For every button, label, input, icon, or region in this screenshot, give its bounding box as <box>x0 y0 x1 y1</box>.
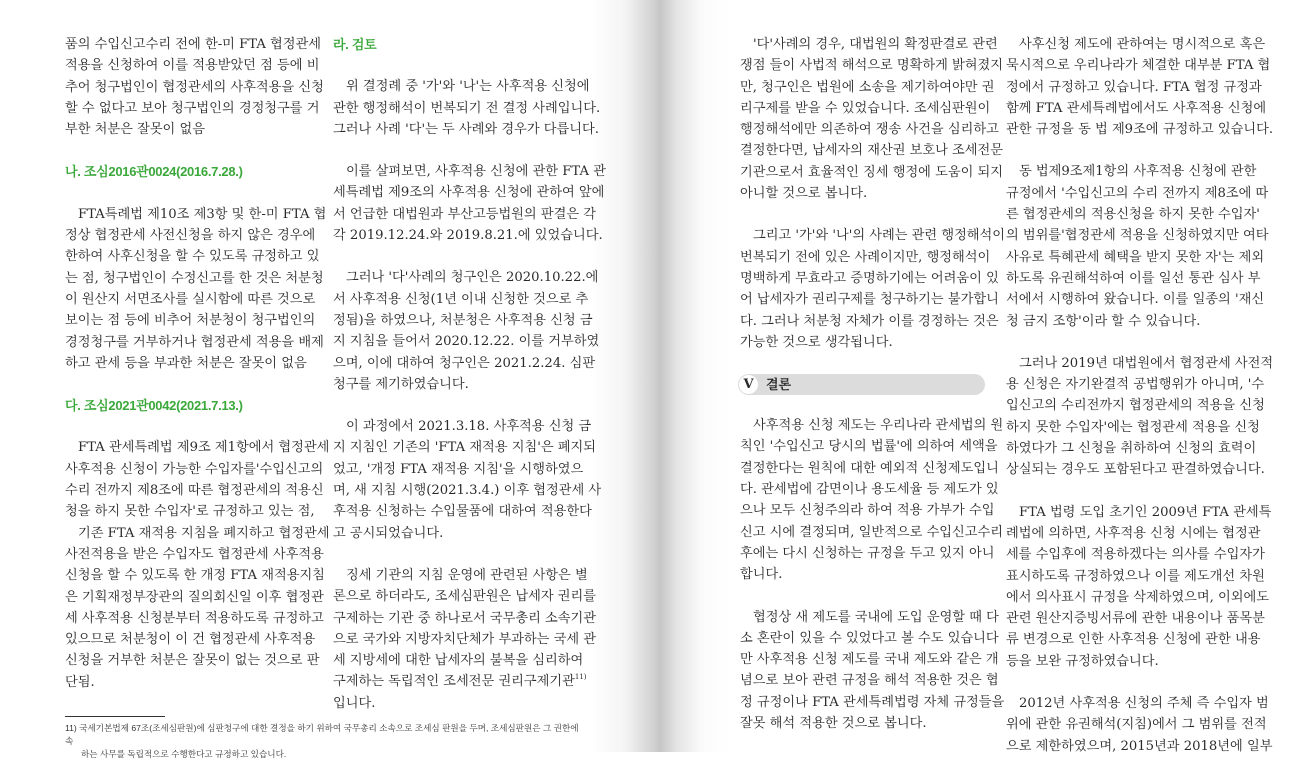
text-line-content: 결정한다는 원칙에 대한 예외적 신청제도입니 <box>740 460 999 476</box>
text-line <box>1006 225 1269 246</box>
text-line <box>333 416 592 437</box>
text-line-content: 수리 전까지 제8조에 따른 협정관세의 적용신 <box>65 483 324 499</box>
text-line-content: 추어 청구법인이 협정관세의 사후적용을 신청 <box>65 79 324 95</box>
text-line <box>65 501 315 522</box>
text-line-content: 하지 못한 수입자'에는 협정관세 적용을 신청 <box>1006 419 1260 435</box>
text-line <box>65 289 316 310</box>
text-line <box>333 650 584 671</box>
text-line <box>333 331 600 352</box>
text-line-content: 세특례법 제9조의 사후적용 신청에 관하여 앞에 <box>333 185 605 201</box>
subsection-heading: 나. 조심2016관0024(2016.7.28.) <box>65 164 243 180</box>
text-line-content: 규정에서 '수입신고의 수리 전까지 제8조에 따 <box>1006 185 1269 201</box>
text-line <box>65 672 310 693</box>
text-line <box>65 650 320 671</box>
text-line-content: 하고 관세 등을 부과한 처분은 잘못이 없음 <box>65 355 307 371</box>
text-line-content: 가능한 것으로 생각됩니다. <box>740 334 893 350</box>
text-line-content: 론으로 하더라도, 조세심판원은 납세자 권리를 <box>333 589 597 605</box>
text-line <box>740 55 1004 76</box>
text-line <box>1006 651 1251 672</box>
text-line <box>740 34 998 55</box>
section-number-badge: V <box>739 375 758 394</box>
page-gutter-shadow <box>590 0 730 752</box>
text-line <box>65 77 324 98</box>
subsection-heading: 다. 조심2021관0042(2021.7.13.) <box>65 398 243 414</box>
text-line <box>1006 438 1257 459</box>
text-line <box>333 182 605 203</box>
text-line <box>740 311 999 332</box>
text-line-content: 적용을 신청하여 이를 적용받았던 점 등에 비 <box>65 58 320 74</box>
paragraph <box>1006 353 1274 481</box>
text-line-content: 관련 원산지증빙서류에 관한 내용이나 품목분 <box>1006 611 1265 627</box>
text-line-content: 청을 하지 못한 수입자'로 규정하고 있는 점, <box>65 504 315 520</box>
text-line-content: 하였다가 그 신청을 취하하여 신청의 효력이 <box>1006 441 1257 457</box>
text-line-content: 사유로 특혜관세 혜택을 받지 못한 자'는 제외 <box>1006 249 1265 265</box>
text-line-content: 사전적용을 받은 수입자도 협정관세 사후적용 <box>65 546 324 562</box>
text-line-content: 다. 관세법에 감면이나 용도세율 등 제도가 있 <box>740 482 999 498</box>
text-line-content: 며, 새 지침 시행(2021.3.4.) 이후 협정관세 사 <box>333 483 602 499</box>
paragraph <box>1006 34 1274 140</box>
text-line <box>333 501 592 522</box>
text-line <box>740 225 1006 246</box>
text-line-content: FTA특례법 제10조 제3항 및 한-미 FTA 협 <box>78 206 327 222</box>
text-line <box>1006 268 1261 289</box>
text-line <box>740 522 1004 543</box>
text-line-content: 부한 처분은 잘못이 없음 <box>65 122 205 138</box>
text-line-content: 그리고 '가'와 '나'의 사례는 관련 행정해석이 <box>753 228 1006 244</box>
text-line-content: 으로 제한하였으며, 2015년과 2018년에 일부 <box>1006 738 1273 754</box>
text-line-content: FTA 관세특례법 제9조 제1항에서 협정관세 <box>78 440 330 456</box>
text-line <box>1006 395 1265 416</box>
text-line <box>740 247 991 268</box>
text-line-content: 정에서 규정하고 있습니다. FTA 협정 규정과 <box>1006 79 1262 95</box>
text-line <box>740 183 985 204</box>
text-line <box>740 140 1004 161</box>
text-line-content: 었고, '개정 FTA 재적용 지침'을 시행하였으 <box>333 461 584 477</box>
text-line-content: 고 공시되었습니다. <box>333 525 444 541</box>
paragraph <box>1006 502 1272 672</box>
text-line <box>1006 417 1260 438</box>
text-line-content: 관한 규정을 동 법 제9조에 규정하고 있습니다. <box>1006 122 1274 138</box>
text-line-content: 으며, 이에 대하여 청구인은 2021.2.24. 심판 <box>333 355 596 371</box>
text-line-content: 징세 기관의 지침 운영에 관련된 사항은 별 <box>346 567 588 583</box>
text-line <box>65 608 324 629</box>
text-line-content: 품의 수입신고수리 전에 한-미 FTA 협정관세 <box>65 37 321 52</box>
text-line-content: 세를 수입후에 적용하겠다는 의사를 수입자가 <box>1006 547 1265 563</box>
text-line-content: 세 지방세에 대한 납세자의 불복을 심리하여 <box>333 653 584 669</box>
text-line-content: 경정청구를 거부하거나 협정관세 적용을 배제 <box>65 334 324 350</box>
text-line-content: 있으므로 처분청이 이 건 협정관세 사후적용 <box>65 632 316 648</box>
paragraph <box>65 34 324 140</box>
text-line-content: 신청을 할 수 있도록 한 개정 FTA 재적용지침 <box>65 568 325 584</box>
text-line-content: 입신고의 수리전까지 협정관세의 적용을 신청 <box>1006 398 1265 414</box>
text-line <box>65 204 327 225</box>
text-line-content: 용 신청은 자기완결적 공법행위가 아니며, '수 <box>1006 377 1265 393</box>
text-line <box>333 693 576 714</box>
text-line-content: 은 기획재정부장관의 질의회신일 이후 협정관 <box>65 589 324 605</box>
text-line-content: 결정한다면, 납세자의 재산권 보호나 조세전문 <box>740 143 1004 159</box>
text-line <box>333 480 602 501</box>
text-line <box>740 332 985 353</box>
text-line <box>740 543 995 564</box>
text-line-content: 번복되기 전에 있은 사례이지만, 행정해석이 <box>740 249 991 265</box>
text-line <box>65 523 330 544</box>
text-line <box>333 353 596 374</box>
text-line-content: 각 2019.12.24.와 2019.8.21.에 있었습니다. <box>333 228 603 244</box>
text-line-content: 른 협정관세의 적용신청을 하지 못한 수입자' <box>1006 207 1260 223</box>
text-line <box>740 268 999 289</box>
text-line <box>1006 98 1267 119</box>
text-line <box>1006 247 1265 268</box>
text-line-content: 사후적용 신청 제도는 우리나라 관세법의 원 <box>753 418 1004 434</box>
text-line-content: 사후적용 신청이 가능한 수입자를'수입신고의 <box>65 461 324 477</box>
text-line <box>65 480 324 501</box>
text-line <box>333 267 599 288</box>
text-line <box>65 587 324 608</box>
text-line <box>740 670 999 691</box>
text-line-content: 관한 행정해석이 번복되기 전 결정 사례입니다. <box>333 100 601 116</box>
text-line-content: 에서 의사표시 규정을 삭제하였으며, 이외에도 <box>1006 589 1270 605</box>
paragraph <box>740 415 1004 585</box>
text-line <box>65 629 316 650</box>
text-line <box>65 225 316 246</box>
paragraph <box>65 204 327 374</box>
footnote-reference: 11) <box>574 673 587 682</box>
text-line-content: 행정해석에만 의존하여 쟁송 사건을 심리하고 <box>740 122 999 138</box>
text-line <box>65 353 310 374</box>
text-line-content: 신고 시에 결정되며, 일반적으로 수입신고수리 <box>740 524 1004 540</box>
text-line <box>740 77 995 98</box>
right-page-column-2 <box>1006 34 1274 778</box>
footnote-line: 11) 국세기본법제 67조(조세심판원)에 심판청구에 대한 결정을 하기 위하여 국무총리 소속으로 조세심 판원을 두며, 조세심판원은 그 권한에 속 <box>65 723 579 746</box>
text-line-content: 의 범위를'협정관세 적용을 신청하였지만 여타 <box>1006 228 1269 244</box>
footnote <box>65 722 585 761</box>
text-line-content: 한하여 사후신청을 할 수 있도록 규정하고 있 <box>65 249 320 265</box>
text-line-content: 후적용 신청하는 수입물품에 대하여 적용한다 <box>333 504 592 520</box>
text-line <box>65 246 320 267</box>
text-line-content: 상실되는 경우도 포함된다고 판결하였습니다. <box>1006 462 1265 478</box>
text-line-content: 잘못 해석 적용한 것으로 봅니다. <box>740 716 927 732</box>
text-line-content: 기존 FTA 재적용 지침을 폐지하고 협정관세 <box>78 525 330 541</box>
text-line-content: 이 과정에서 2021.3.18. 사후적용 신청 금 <box>346 419 592 435</box>
text-line <box>1006 629 1261 650</box>
text-line <box>333 204 597 225</box>
paragraph <box>740 34 1004 204</box>
text-line <box>333 161 606 182</box>
text-line <box>1006 77 1262 98</box>
text-line-content: 서 사후적용 신청(1년 이내 신청한 것으로 추 <box>333 291 589 307</box>
text-line <box>740 692 1005 713</box>
text-line <box>740 98 991 119</box>
text-line <box>333 523 576 544</box>
text-line <box>740 713 985 734</box>
text-line <box>65 55 320 76</box>
text-line <box>333 629 597 650</box>
text-line-content: 표시하도록 규정하였으나 이를 제도개선 차원 <box>1006 568 1265 584</box>
text-line-content: 청구를 제기하였습니다. <box>333 376 469 392</box>
text-line <box>1006 544 1265 565</box>
text-line <box>333 671 587 692</box>
text-line-content: 그러나 2019년 대법원에서 협정관세 사전적 <box>1019 355 1274 371</box>
text-line <box>333 119 599 140</box>
text-line <box>1006 693 1269 714</box>
text-line-content: 명백하게 무효라고 증명하기에는 어려움이 있 <box>740 270 999 286</box>
text-line <box>333 459 584 480</box>
paragraph <box>740 225 1006 353</box>
text-line-content: 소 혼란이 있을 수 있었다고 볼 수도 있습니다 <box>740 630 999 646</box>
text-line <box>65 332 324 353</box>
text-line-content: '다'사례의 경우, 대법원의 확정판결로 관련 <box>753 37 998 52</box>
text-line-content: 구제하는 기관 중 하나로서 국무총리 소속기관 <box>333 610 597 626</box>
text-line <box>333 98 601 119</box>
text-line <box>1006 608 1265 629</box>
text-line-content: 정 규정이나 FTA 관세특례법령 자체 규정들을 <box>740 694 1005 710</box>
paragraph <box>333 565 597 714</box>
text-line <box>333 76 590 97</box>
text-line-content: 만 사후적용 신청 제도를 국내 제도와 같은 개 <box>740 652 999 668</box>
paragraph <box>65 437 330 693</box>
text-line <box>1006 161 1257 182</box>
paragraph <box>333 161 606 246</box>
text-line <box>65 565 325 586</box>
text-line-content: 합니다. <box>740 567 783 583</box>
paragraph <box>740 607 1005 735</box>
text-line-content: 위 결정례 중 '가'와 '나'는 사후적용 신청에 <box>346 79 590 95</box>
text-line <box>65 119 310 140</box>
text-line-content: 어 납세자가 권리구제를 청구하기는 불가합니 <box>740 292 999 308</box>
text-line-content: 아니할 것으로 봅니다. <box>740 186 868 202</box>
text-line-content: 리구제를 받을 수 있었습니다. 조세심판원이 <box>740 100 991 116</box>
text-line-content: 례법에 의하면, 사후적용 신청 시에는 협정관 <box>1006 525 1261 541</box>
text-line-content: 협정상 새 제도를 국내에 도입 운영할 때 다 <box>753 609 999 625</box>
text-line <box>740 458 999 479</box>
text-line-content: 함께 FTA 관세특례법에서도 사후적용 신청에 <box>1006 100 1267 116</box>
text-line-content: 는 점, 청구법인이 수정신고를 한 것은 처분청 <box>65 270 324 286</box>
text-line <box>333 374 576 395</box>
text-line-content: 사후신청 제도에 관하여는 명시적으로 혹은 <box>1019 37 1266 52</box>
text-line <box>1006 34 1266 55</box>
text-line-content: FTA 법령 도입 초기인 2009년 FTA 관세특 <box>1019 504 1272 520</box>
text-line <box>1006 204 1260 225</box>
text-line-content: 구제하는 독립적인 조세전문 권리구제기관 <box>333 674 575 690</box>
text-line <box>65 98 320 119</box>
text-line-content: 하도록 유권해석하여 이를 일선 통관 심사 부 <box>1006 270 1261 286</box>
text-line <box>740 500 995 521</box>
text-line <box>333 289 589 310</box>
text-line <box>65 268 324 289</box>
text-line <box>740 415 1004 436</box>
left-page-column-1 <box>65 34 330 714</box>
text-line <box>65 34 321 55</box>
text-line <box>333 586 597 607</box>
text-line <box>1006 183 1269 204</box>
text-line-content: 그러나 사례 '다'는 두 사례와 경우가 다릅니다. <box>333 121 599 137</box>
text-line <box>740 479 999 500</box>
text-line-content: 위에 관한 유권해석(지침)에서 그 범위를 전적 <box>1006 717 1267 733</box>
text-line-content: 정됨)을 하였으나, 처분청은 사후적용 신청 금 <box>333 312 593 328</box>
text-line <box>740 119 999 140</box>
text-line-content: 기관으로서 효율적인 징세 행정에 도움이 되지 <box>740 164 1004 180</box>
text-line <box>65 459 324 480</box>
text-line <box>1006 353 1274 374</box>
footnote-line: 하는 사무를 독립적으로 수행한다고 규정하고 있습니다. <box>81 749 287 759</box>
text-line <box>1006 523 1261 544</box>
text-line <box>740 628 999 649</box>
text-line <box>1006 374 1265 395</box>
text-line <box>740 289 999 310</box>
text-line <box>1006 311 1251 332</box>
text-line-content: 다. 그러나 처분청 자체가 이를 경정하는 것은 <box>740 313 999 329</box>
text-line <box>1006 736 1273 757</box>
text-line-content: 단됨. <box>65 674 95 690</box>
text-line <box>333 437 596 458</box>
text-line-content: 서에서 시행하여 왔습니다. 이를 일종의 '재신 <box>1006 292 1265 308</box>
text-line <box>1006 55 1271 76</box>
text-line <box>1006 587 1270 608</box>
text-line-content: 묵시적으로 우리나라가 체결한 대부분 FTA 협 <box>1006 58 1271 74</box>
text-line <box>740 564 985 585</box>
footnote-divider <box>65 716 165 717</box>
text-line-content: 정상 협정관세 사전신청을 하지 않은 경우에 <box>65 228 316 244</box>
text-line-content: 2012년 사후적용 신청의 주체 즉 수입자 범 <box>1019 696 1269 712</box>
text-line <box>65 437 330 458</box>
section-title: 결론 <box>766 377 792 393</box>
text-line-content: 념으로 보아 관련 규정을 해석 적용한 것은 협 <box>740 673 999 689</box>
text-line <box>740 607 999 628</box>
text-line-content: 쟁점 들이 사법적 해석으로 명확하게 밝혀졌지 <box>740 58 1004 74</box>
text-line <box>1006 289 1265 310</box>
text-line <box>1006 714 1267 735</box>
text-line-content: 으나 모두 신청주의라 하여 적용 가부가 수입 <box>740 503 995 519</box>
paragraph <box>1006 161 1269 331</box>
text-line <box>1006 566 1265 587</box>
text-line-content: 동 법제9조제1항의 사후적용 신청에 관한 <box>1019 164 1257 180</box>
paragraph <box>333 416 602 544</box>
text-line <box>740 436 998 457</box>
text-line <box>333 225 603 246</box>
text-line <box>65 544 324 565</box>
subsection-heading: 라. 검토 <box>333 37 377 52</box>
text-line-content: 류 변경으로 인한 사후적용 신청에 관한 내용 <box>1006 632 1261 648</box>
section-header <box>738 374 985 395</box>
right-page-column-1 <box>740 34 1006 755</box>
text-line-content: 지 지침을 들어서 2020.12.22. 이를 거부하였 <box>333 334 600 350</box>
text-line <box>740 162 1004 183</box>
text-line <box>1006 502 1272 523</box>
text-line-content: 후에는 다시 신청하는 규정을 두고 있지 아니 <box>740 545 995 561</box>
text-line <box>740 649 999 670</box>
text-line <box>1006 119 1274 140</box>
text-line-content: 세 사후적용 신청분부터 적용하도록 규정하고 <box>65 610 324 626</box>
text-line-content: 입니다. <box>333 695 376 711</box>
paragraph <box>333 76 601 140</box>
text-line-content: 으로 국가와 지방자치단체가 부과하는 국세 관 <box>333 631 597 647</box>
text-line <box>65 310 316 331</box>
text-line-content: 서 언급한 대법원과 부산고등법원의 판결은 각 <box>333 206 597 222</box>
paragraph <box>333 267 600 395</box>
text-line-content: 이 원산지 서면조사를 실시함에 따른 것으로 <box>65 291 316 307</box>
text-line <box>1006 459 1265 480</box>
text-line <box>333 310 593 331</box>
text-line-content: 보이는 점 등에 비추어 처분청이 청구법인의 <box>65 313 316 329</box>
text-line-content: 칙인 '수입신고 당시의 법률'에 의하여 세액을 <box>740 439 998 455</box>
paragraph <box>1006 693 1273 757</box>
text-line-content: 할 수 없다고 보아 청구법인의 경정청구를 거 <box>65 100 320 116</box>
text-line-content: 등을 보완 규정하였습니다. <box>1006 653 1159 669</box>
text-line-content: 그러나 '다'사례의 청구인은 2020.10.22.에 <box>346 270 599 286</box>
text-line-content: 만, 청구인은 법원에 소송을 제기하여야만 권 <box>740 79 995 95</box>
text-line <box>333 565 588 586</box>
text-line-content: 청 금지 조항'이라 할 수 있습니다. <box>1006 313 1201 329</box>
text-line-content: 이를 살펴보면, 사후적용 신청에 관한 FTA 관 <box>346 164 606 180</box>
text-line <box>333 608 597 629</box>
text-line-content: 지 지침인 기존의 'FTA 재적용 지침'은 폐지되 <box>333 440 596 456</box>
left-page-column-2 <box>333 34 606 735</box>
text-line-content: 신청을 거부한 처분은 잘못이 없는 것으로 판 <box>65 653 320 669</box>
